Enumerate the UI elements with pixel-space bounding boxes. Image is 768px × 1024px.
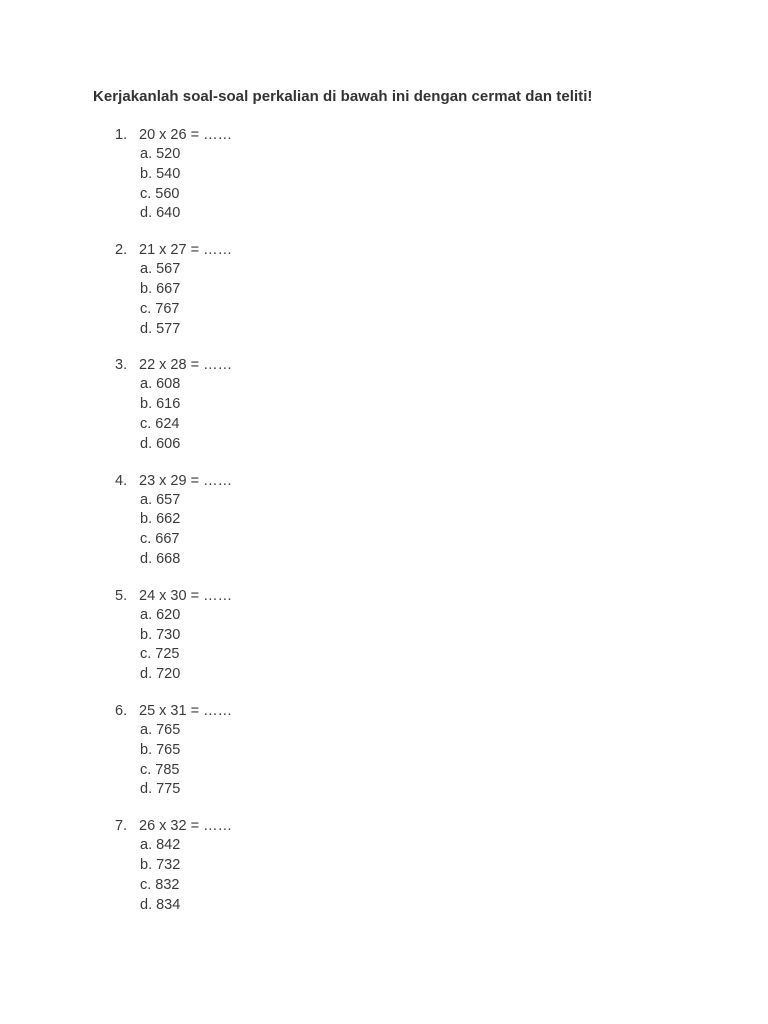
question-number: 2. (115, 242, 128, 259)
option-d: d. 775 (140, 781, 181, 798)
option-c: c. 785 (140, 761, 180, 778)
option-d: d. 834 (140, 896, 181, 913)
question-number: 1. (115, 127, 128, 143)
question-item (0, 816, 768, 931)
question-text: 23 x 29 = …… (139, 472, 233, 489)
question-item (0, 125, 768, 240)
option-d: d. 640 (140, 205, 181, 222)
option-list (140, 836, 180, 915)
option-a: a. 765 (140, 721, 181, 738)
option-b: b. 616 (140, 396, 181, 413)
option-c: c. 624 (140, 415, 180, 432)
option-c: c. 667 (140, 531, 180, 548)
question-number: 4. (115, 472, 128, 489)
question-text: 22 x 28 = …… (139, 357, 233, 374)
question-number: 7. (115, 818, 128, 835)
question-item (0, 240, 768, 355)
option-list (140, 606, 180, 685)
option-d: d. 668 (140, 550, 181, 567)
option-a: a. 520 (140, 146, 181, 162)
question-item (0, 586, 768, 701)
instruction-heading: Kerjakanlah soal-soal perkalian di bawah ini dengan cermat dan teliti! (93, 88, 593, 105)
option-c: c. 767 (140, 300, 180, 317)
question-list (0, 125, 768, 931)
option-list (140, 491, 180, 570)
option-b: b. 730 (140, 626, 181, 643)
question-number: 5. (115, 587, 128, 604)
question-item (0, 471, 768, 586)
question-text: 25 x 31 = …… (139, 702, 233, 719)
option-a: a. 620 (140, 606, 181, 623)
option-list (140, 260, 180, 339)
question-item (0, 701, 768, 816)
option-d: d. 577 (140, 320, 181, 337)
question-item (0, 355, 768, 470)
option-list (140, 145, 180, 224)
option-b: b. 540 (140, 165, 181, 182)
option-b: b. 662 (140, 511, 181, 528)
question-number: 6. (115, 702, 128, 719)
question-text: 24 x 30 = …… (139, 587, 233, 604)
option-b: b. 765 (140, 741, 181, 758)
option-d: d. 720 (140, 666, 181, 683)
option-a: a. 842 (140, 837, 181, 854)
option-list (140, 375, 180, 454)
option-c: c. 560 (140, 185, 180, 202)
option-c: c. 832 (140, 876, 180, 893)
question-text: 21 x 27 = …… (139, 242, 233, 259)
option-c: c. 725 (140, 646, 180, 663)
option-a: a. 657 (140, 491, 181, 508)
option-a: a. 608 (140, 376, 181, 393)
option-b: b. 667 (140, 280, 181, 297)
option-a: a. 567 (140, 261, 181, 278)
question-text: 26 x 32 = …… (139, 818, 233, 835)
question-text: 20 x 26 = …… (139, 127, 233, 143)
question-number: 3. (115, 357, 128, 374)
option-b: b. 732 (140, 856, 181, 873)
option-list (140, 721, 180, 800)
option-d: d. 606 (140, 435, 181, 452)
